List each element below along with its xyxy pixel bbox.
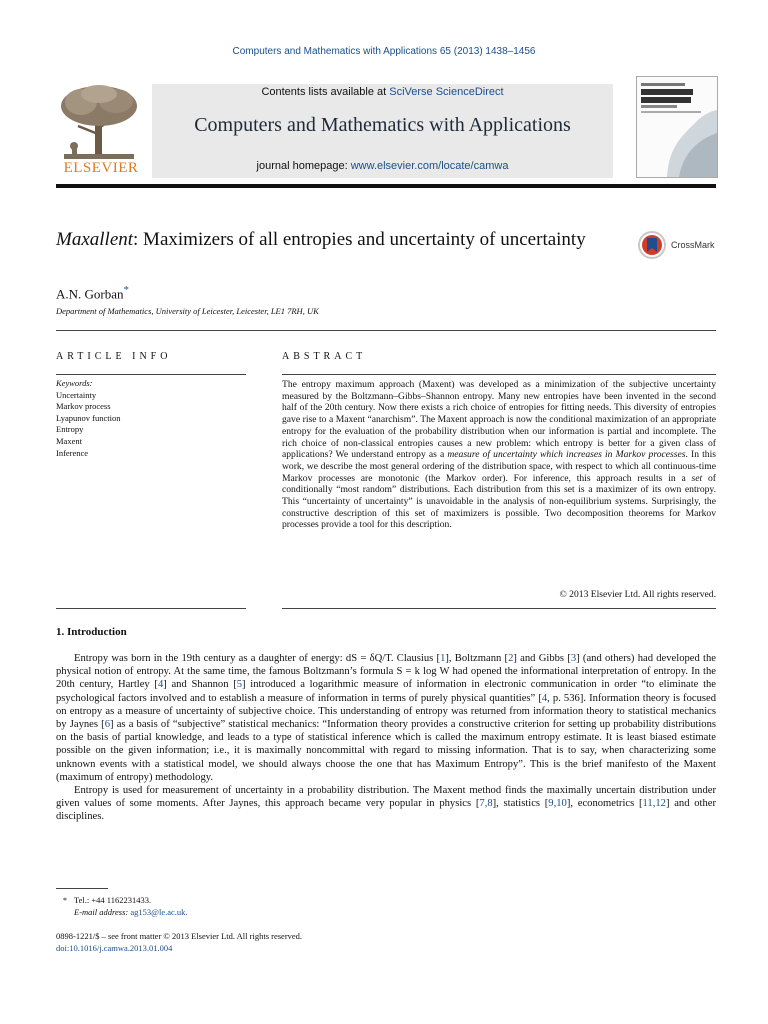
text-run: ], econometrics [ bbox=[566, 798, 643, 810]
citation-link[interactable]: 4 bbox=[541, 692, 548, 704]
sciencedirect-link[interactable]: SciVerse ScienceDirect bbox=[389, 86, 504, 98]
elsevier-wordmark: ELSEVIER bbox=[63, 160, 139, 176]
email-label: E-mail address: bbox=[74, 907, 131, 917]
title-italic-part: Maxallent bbox=[56, 229, 134, 250]
keywords-label: Keywords: bbox=[56, 378, 93, 388]
crossmark-badge[interactable] bbox=[637, 230, 727, 260]
journal-homepage-link[interactable]: www.elsevier.com/locate/camwa bbox=[350, 160, 509, 172]
abstract-part: of conditionally “most random” distributions. Each distribution from this set is a maximizer of its own entropy. This “uncertainty of uncertainty” is unavoidable in the analysis of non-equilibrium systems. Surprisingly, the constructive description of this set of maximizers is possible. Two decomposition theorems for Markov processes provide a tool for this description. bbox=[282, 472, 717, 531]
abstract-part: . In this work, we describe the most general ordering of the distribution space, with respect to which all continuous-time Markov processes are monotonic (the Markov order). For inference, this approach results in a bbox=[282, 449, 716, 484]
footnote-email bbox=[56, 906, 188, 918]
affiliation-rule bbox=[56, 330, 716, 331]
article-info-rule-top bbox=[56, 374, 246, 375]
text-run: ] as a basis of “subjective” statistical mechanics: “Information theory provides a constructive criterion for setting up probability distributions on the basis of partial knowledge, and leads to a type of statistical inference which is called the maximum entropy estimate. It is least biased estimate possible on the given information; i.e., it is maximally noncommittal with regard to missing information. That is to say, when characterizing some unknown events with a statistical model, we should always choose the one that has Maximum Entropy”. This is the brief manifesto of the Maxent (maximum of entropy) methodology. bbox=[56, 719, 716, 783]
section-heading: 1. Introduction bbox=[56, 626, 127, 638]
text-run: ] and other disciplines. bbox=[56, 798, 717, 823]
footnote-tel bbox=[56, 894, 188, 906]
keyword-item: Lyapunov function bbox=[56, 412, 121, 423]
title-rest: : Maximizers of all entropies and uncertainty of uncertainty bbox=[133, 229, 586, 250]
author-name: A.N. Gorban bbox=[56, 286, 124, 302]
journal-title: Computers and Mathematics with Applications bbox=[194, 114, 571, 136]
abstract-heading: ABSTRACT bbox=[282, 351, 367, 362]
contents-availability-line bbox=[152, 86, 613, 98]
keyword-item: Maxent bbox=[56, 435, 82, 446]
abstract-rule-top bbox=[282, 374, 716, 375]
bottom-metadata bbox=[56, 930, 302, 954]
introduction-body bbox=[56, 652, 716, 824]
copyright-line: © 2013 Elsevier Ltd. All rights reserved. bbox=[559, 589, 716, 600]
keyword-item: Uncertainty bbox=[56, 389, 97, 400]
text-run: ] (and others) had developed the physical notion of entropy. At the same time, the famous Boltzmann’s formula S = k log W had opened the informational interpretation of entropy. In the 20th century, Hartley [ bbox=[56, 653, 716, 691]
doi-link[interactable]: doi:10.1016/j.camwa.2013.01.004 bbox=[56, 943, 173, 953]
text-run: ] and Gibbs [ bbox=[513, 653, 571, 664]
issn-line: 0898-1221/$ – see front matter © 2013 Elsevier Ltd. All rights reserved. bbox=[56, 931, 303, 941]
author-line bbox=[56, 284, 129, 302]
paragraph bbox=[56, 784, 716, 824]
abstract-italic: set bbox=[691, 472, 703, 484]
text-run: Entropy is used for measurement of uncertainty in a probability distribution. The Maxent method finds the maximally uncertain distribution under given values of some moments. After Jaynes, this approach became very popular in physics [ bbox=[56, 785, 716, 810]
masthead-rule bbox=[56, 184, 716, 188]
abstract-text bbox=[282, 379, 716, 531]
journal-cover-thumbnail bbox=[636, 76, 718, 178]
keywords-block bbox=[56, 378, 120, 459]
affiliation: Department of Mathematics, University of Leicester, Leicester, LE1 7RH, UK bbox=[56, 306, 319, 316]
paragraph bbox=[56, 652, 716, 784]
footnote-mark: * bbox=[62, 895, 68, 905]
email-link[interactable]: ag153@le.ac.uk. bbox=[130, 907, 188, 917]
text-run: ] introduced a logarithmic measure of information in electronic communication in order “to eliminate the psychological factors involved and to establish a measure of information in terms of purely physical quantities” [ bbox=[56, 679, 717, 704]
text-run: ], Boltzmann [ bbox=[445, 653, 509, 664]
citation-link[interactable]: 1 bbox=[440, 653, 446, 664]
keyword-item: Entropy bbox=[56, 424, 84, 435]
homepage-prefix: journal homepage: bbox=[256, 160, 351, 172]
footnote-rule bbox=[56, 888, 108, 889]
footnotes bbox=[56, 894, 188, 918]
text-run: , p. 536]. Information theory is focused on entropy as a measure of uncertainty of subjective choice. This understanding of entropy was returned from information theory to statistical mechanics by Jaynes [ bbox=[56, 692, 716, 731]
text-run: ], statistics [ bbox=[492, 798, 549, 810]
citation-link[interactable]: 6 bbox=[104, 719, 110, 731]
author-footnote-mark[interactable]: * bbox=[123, 284, 129, 296]
abstract-part: The entropy maximum approach (Maxent) was developed as a minimization of the subjective uncertainty measured by the Boltzmann–Gibbs–Shannon entropy. Many new entropies have been invented in the second half of the 20th century. Now there exists a rich choice of entropies for fitting needs. This diversity of entropies gave rise to a Maxent “anarchism”. The Maxent approach is now the conditional maximization of an appropriate entropy for the evaluation of the probability distribution when our information is partial and incomplete. The rich choice of non-classical entropies causes a new problem: which entropy is better for a given class of applications? We understand entropy as a bbox=[282, 379, 716, 461]
article-info-rule-bottom bbox=[56, 608, 246, 609]
article-info-heading: ARTICLE INFO bbox=[56, 351, 172, 362]
crossmark-icon bbox=[637, 230, 667, 260]
keyword-item: Markov process bbox=[56, 401, 111, 412]
citation-link[interactable]: 7,8 bbox=[479, 798, 493, 810]
citation-link[interactable]: 3 bbox=[570, 653, 577, 664]
paper-title bbox=[56, 228, 616, 252]
text-run: ] and Shannon [ bbox=[163, 679, 237, 691]
journal-reference[interactable]: Computers and Mathematics with Applications 65 (2013) 1438–1456 bbox=[232, 46, 536, 57]
contents-prefix: Contents lists available at bbox=[261, 86, 390, 98]
citation-link[interactable]: 9,10 bbox=[548, 798, 567, 810]
abstract-italic: measure of uncertainty which increases in Markov processes bbox=[447, 449, 686, 461]
telephone: Tel.: +44 1162231433. bbox=[74, 895, 152, 905]
citation-link[interactable]: 2 bbox=[508, 653, 514, 664]
text-run: Entropy was born in the 19th century as a daughter of energy: dS = δQ/T. Clausius [ bbox=[74, 653, 441, 664]
abstract-rule-bottom bbox=[282, 608, 716, 609]
citation-link[interactable]: 4 bbox=[157, 679, 164, 691]
crossmark-label: CrossMark bbox=[671, 240, 715, 250]
citation-link[interactable]: 5 bbox=[236, 679, 243, 691]
keyword-item: Inference bbox=[56, 447, 89, 458]
citation-link[interactable]: 11,12 bbox=[642, 798, 666, 810]
journal-homepage-line bbox=[152, 160, 613, 172]
